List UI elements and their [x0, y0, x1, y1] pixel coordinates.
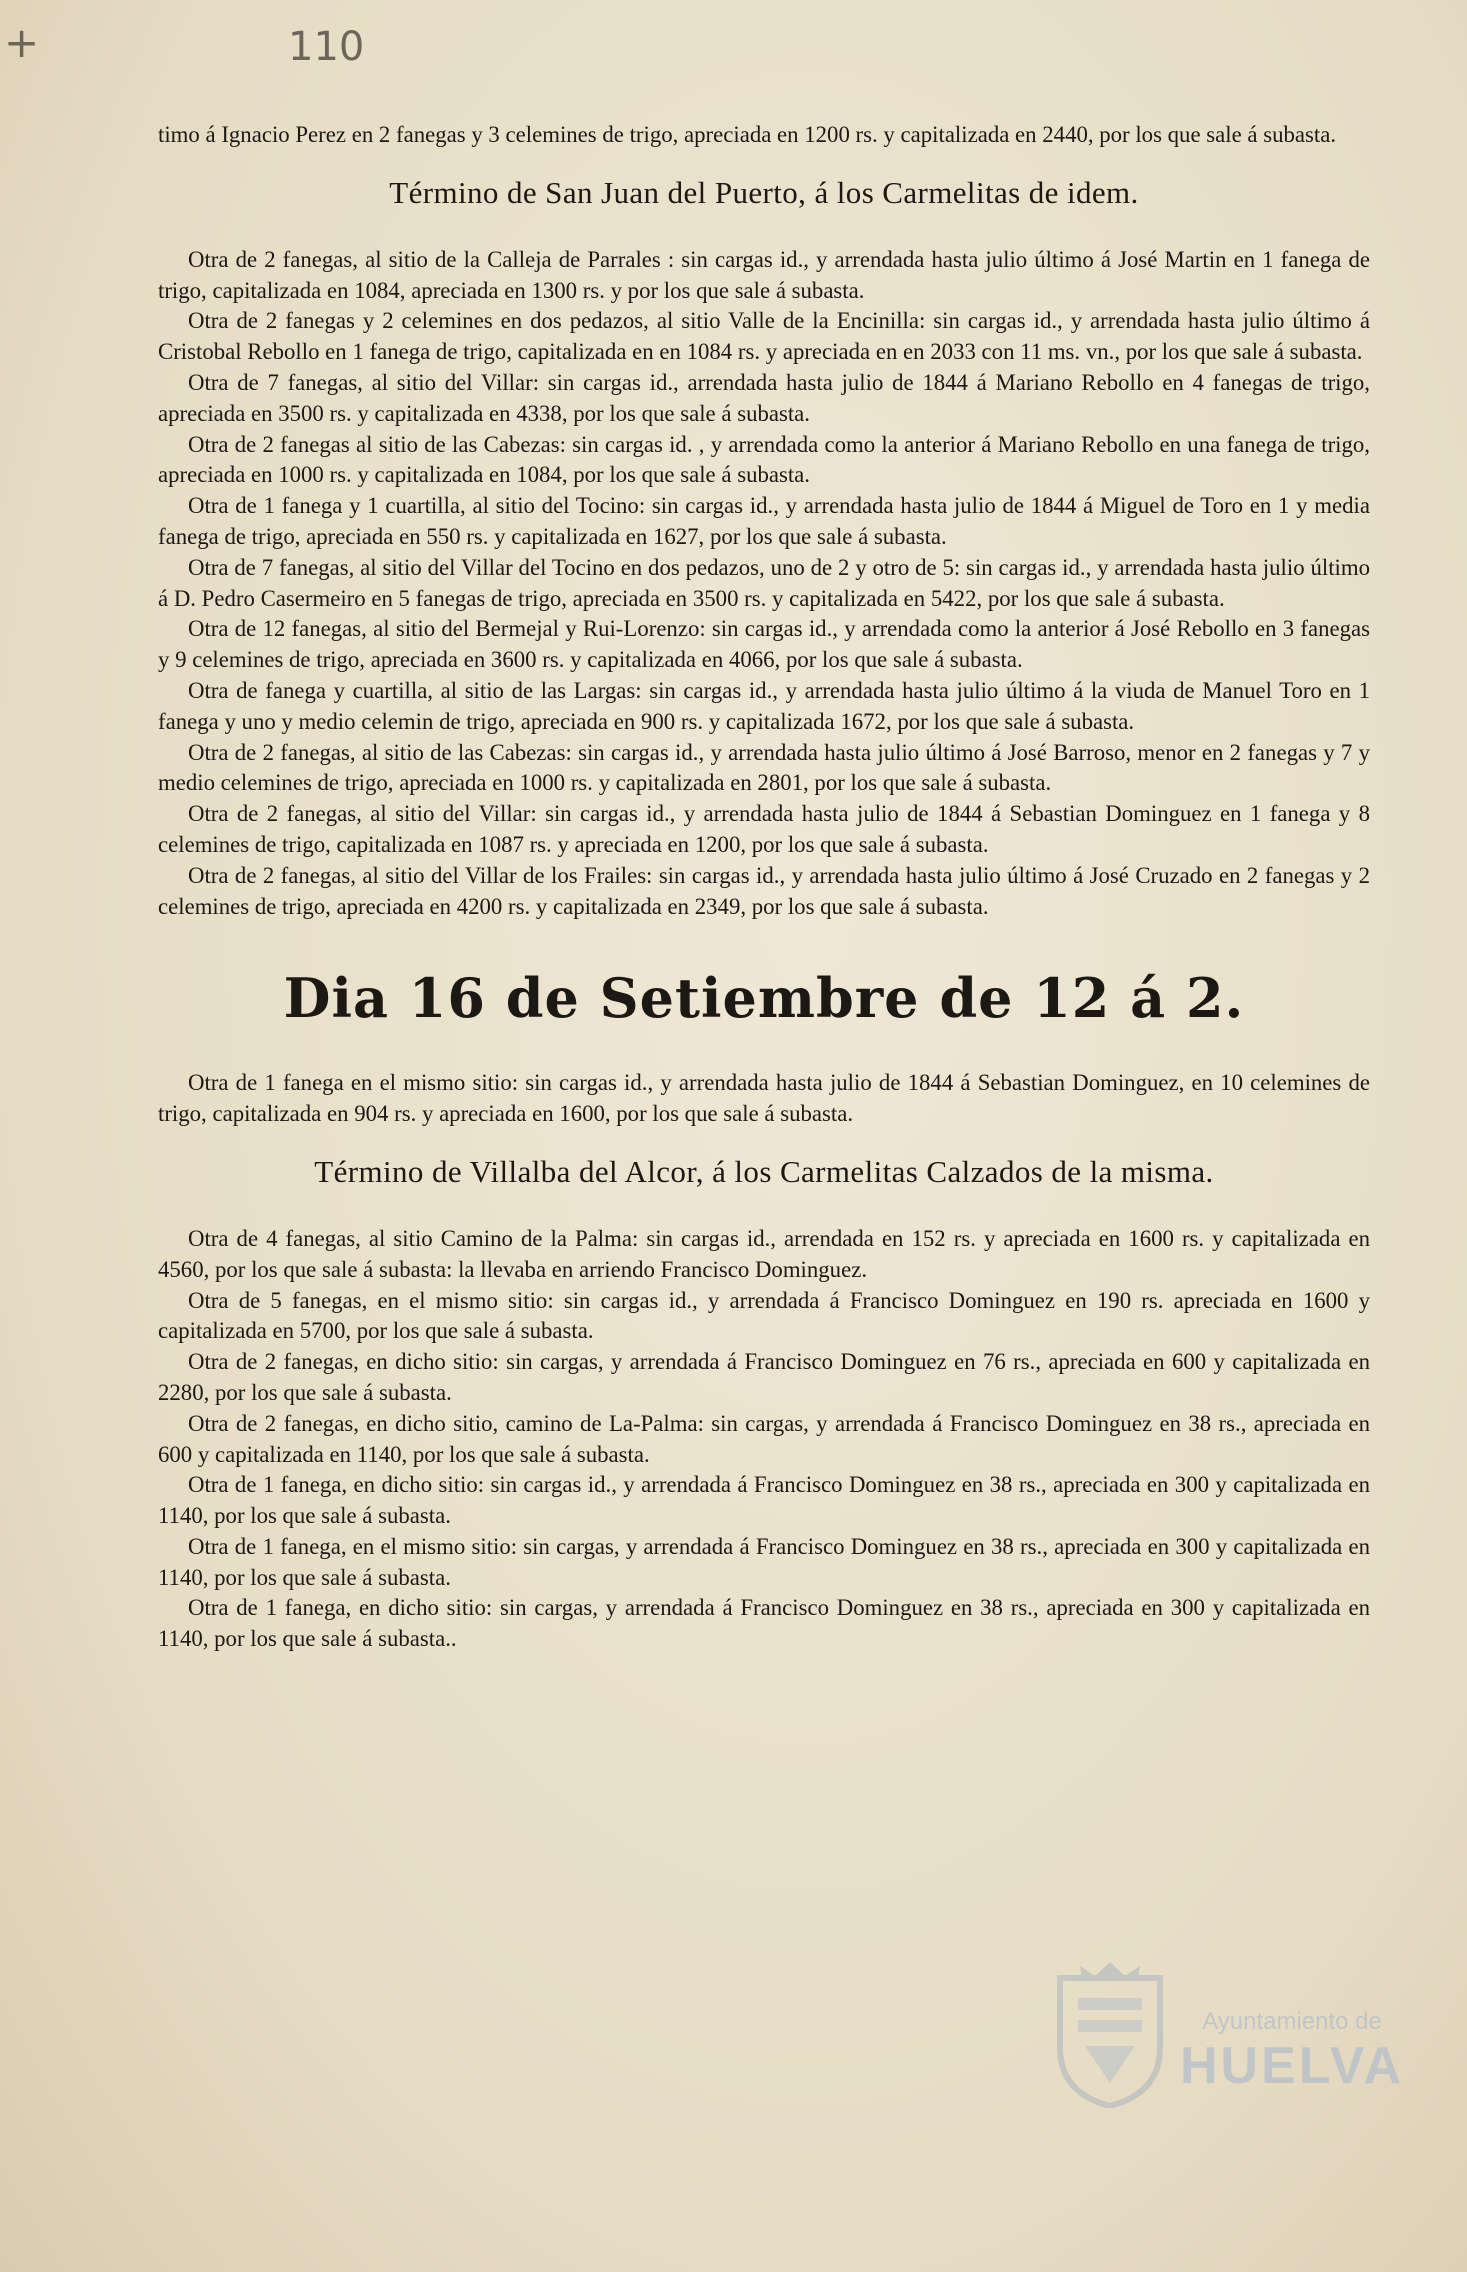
pencil-mark: + [4, 18, 40, 67]
paragraph: Otra de 2 fanegas, al sitio del Villar de los Frailes: sin cargas id., y arrendada hasta julio último á José Cruzado en 2 fanegas y 2 celemines de trigo, apreciada en 4200 rs. y capitalizada en 2349, por los que sale á subasta. [158, 862, 1370, 919]
paragraph: Otra de 2 fanegas al sitio de las Cabezas: sin cargas id. , y arrendada como la anterior á Mariano Rebollo en una fanega de trigo, apreciada en 1000 rs. y capitalizada en 1084, por los que sale á subasta. [158, 431, 1370, 488]
paragraph: Otra de fanega y cuartilla, al sitio de las Largas: sin cargas id., y arrendada hasta julio último á la viuda de Manuel Toro en 1 fanega y uno y medio celemin de trigo, apreciada en 900 rs. y capitalizada 1672, por los que sale á subasta. [158, 677, 1370, 734]
paragraph: Otra de 1 fanega, en dicho sitio: sin cargas, y arrendada á Francisco Dominguez en 38 rs., apreciada en 300 y capitalizada en 1140, por los que sale á subasta.. [158, 1595, 1370, 1652]
section-heading-san-juan: Término de San Juan del Puerto, á los Carmelitas de idem. [389, 174, 1139, 210]
paragraph: Otra de 12 fanegas, al sitio del Bermejal y Rui-Lorenzo: sin cargas id., y arrendada como la anterior á José Rebollo en 3 fanegas y 9 celemines de trigo, apreciada en 3600 rs. y capitalizada en 4066, por los que sale á subasta. [158, 616, 1370, 673]
paragraph: Otra de 2 fanegas, al sitio de las Cabezas: sin cargas id., y arrendada hasta julio último á José Barroso, menor en 2 fanegas y 7 y medio celemines de trigo, apreciada en 1000 rs. y capitalizada en 2801, por los que sale á subasta. [158, 739, 1370, 796]
coat-of-arms-icon [1050, 1958, 1170, 2108]
watermark-line-2: HUELVA [1180, 2037, 1405, 2095]
day-paragraph: Otra de 1 fanega en el mismo sitio: sin cargas id., y arrendada hasta julio de 1844 á Sebastian Dominguez, en 10 celemines de trigo, capitalizada en 904 rs. y apreciada en 1600, por los que sale á subasta. [158, 1070, 1370, 1127]
paragraph: Otra de 1 fanega, en el mismo sitio: sin cargas, y arrendada á Francisco Dominguez en 38 rs., apreciada en 300 y capitalizada en 1140, por los que sale á subasta. [158, 1533, 1370, 1590]
paragraph: Otra de 2 fanegas, en dicho sitio: sin cargas, y arrendada á Francisco Dominguez en 76 rs., apreciada en 600 y capitalizada en 2280, por los que sale á subasta. [158, 1349, 1370, 1405]
paragraph: Otra de 2 fanegas, al sitio de la Calleja de Parrales : sin cargas id., y arrendada hasta julio último á José Martin en 1 fanega de trigo, capitalizada en 1084, apreciada en 1300 rs. y por los que sale á subasta. [158, 246, 1370, 303]
paragraph: Otra de 7 fanegas, al sitio del Villar: sin cargas id., arrendada hasta julio de 1844 á Mariano Rebollo en 4 fanegas de trigo, apreciada en 3500 rs. y capitalizada en 4338, por los que sale á subasta. [158, 369, 1370, 426]
document-body [158, 120, 1370, 1655]
paragraph: Otra de 1 fanega, en dicho sitio: sin cargas id., y arrendada á Francisco Dominguez en 38 rs., apreciada en 300 y capitalizada en 1140, por los que sale á subasta. [158, 1472, 1370, 1529]
intro-paragraph: timo á Ignacio Perez en 2 fanegas y 3 celemines de trigo, apreciada en 1200 rs. y capitalizada en 2440, por los que sale á subasta. [158, 122, 1337, 147]
paragraph: Otra de 5 fanegas, en el mismo sitio: sin cargas id., y arrendada á Francisco Dominguez en 190 rs. apreciada en 1600 y capitalizada en 5700, por los que sale á subasta. [158, 1287, 1370, 1344]
paragraph: Otra de 7 fanegas, al sitio del Villar del Tocino en dos pedazos, uno de 2 y otro de 5: sin cargas id., y arrendada hasta julio último á D. Pedro Casermeiro en 5 fanegas de trigo, apreciada en 3500 rs. y capitalizada en 5422, por los que sale á subasta. [158, 554, 1370, 611]
paragraph: Otra de 1 fanega y 1 cuartilla, al sitio del Tocino: sin cargas id., y arrendada hasta julio de 1844 á Miguel de Toro en 1 y media fanega de trigo, apreciada en 550 rs. y capitalizada en 1627, por los que sale á subasta. [158, 493, 1370, 549]
watermark-line-1: Ayuntamiento de [1202, 2008, 1382, 2035]
paragraph: Otra de 2 fanegas, al sitio del Villar: sin cargas id., y arrendada hasta julio de 1844 á Sebastian Dominguez en 1 fanega y 8 celemines de trigo, capitalizada en 1087 rs. y apreciada en 1200, por los que sale á subasta. [158, 801, 1370, 857]
day-heading: Dia 16 de Setiembre de 12 á 2. [283, 966, 1245, 1031]
paragraph: Otra de 4 fanegas, al sitio Camino de la Palma: sin cargas id., arrendada en 152 rs. y apreciada en 1600 rs. y capitalizada en 4560, por los que sale á subasta: la llevaba en arriendo Francisco Dominguez. [158, 1225, 1370, 1282]
paragraph: Otra de 2 fanegas y 2 celemines en dos pedazos, al sitio Valle de la Encinilla: sin cargas id., y arrendada hasta julio último á Cristobal Rebollo en 1 fanega de trigo, capitalizada en en 1084 rs. y apreciada en en 2033 con 11 ms. vn., por los que sale á subasta. [158, 308, 1370, 365]
section-heading-villalba: Término de Villalba del Alcor, á los Carmelitas Calzados de la misma. [314, 1153, 1214, 1189]
paragraph: Otra de 2 fanegas, en dicho sitio, camino de La-Palma: sin cargas, y arrendada á Francisco Dominguez en 38 rs., apreciada en 600 y capitalizada en 1140, por los que sale á subasta. [158, 1410, 1370, 1467]
page-number-handwritten: 110 [288, 24, 365, 70]
archive-watermark [1180, 2008, 1404, 2096]
